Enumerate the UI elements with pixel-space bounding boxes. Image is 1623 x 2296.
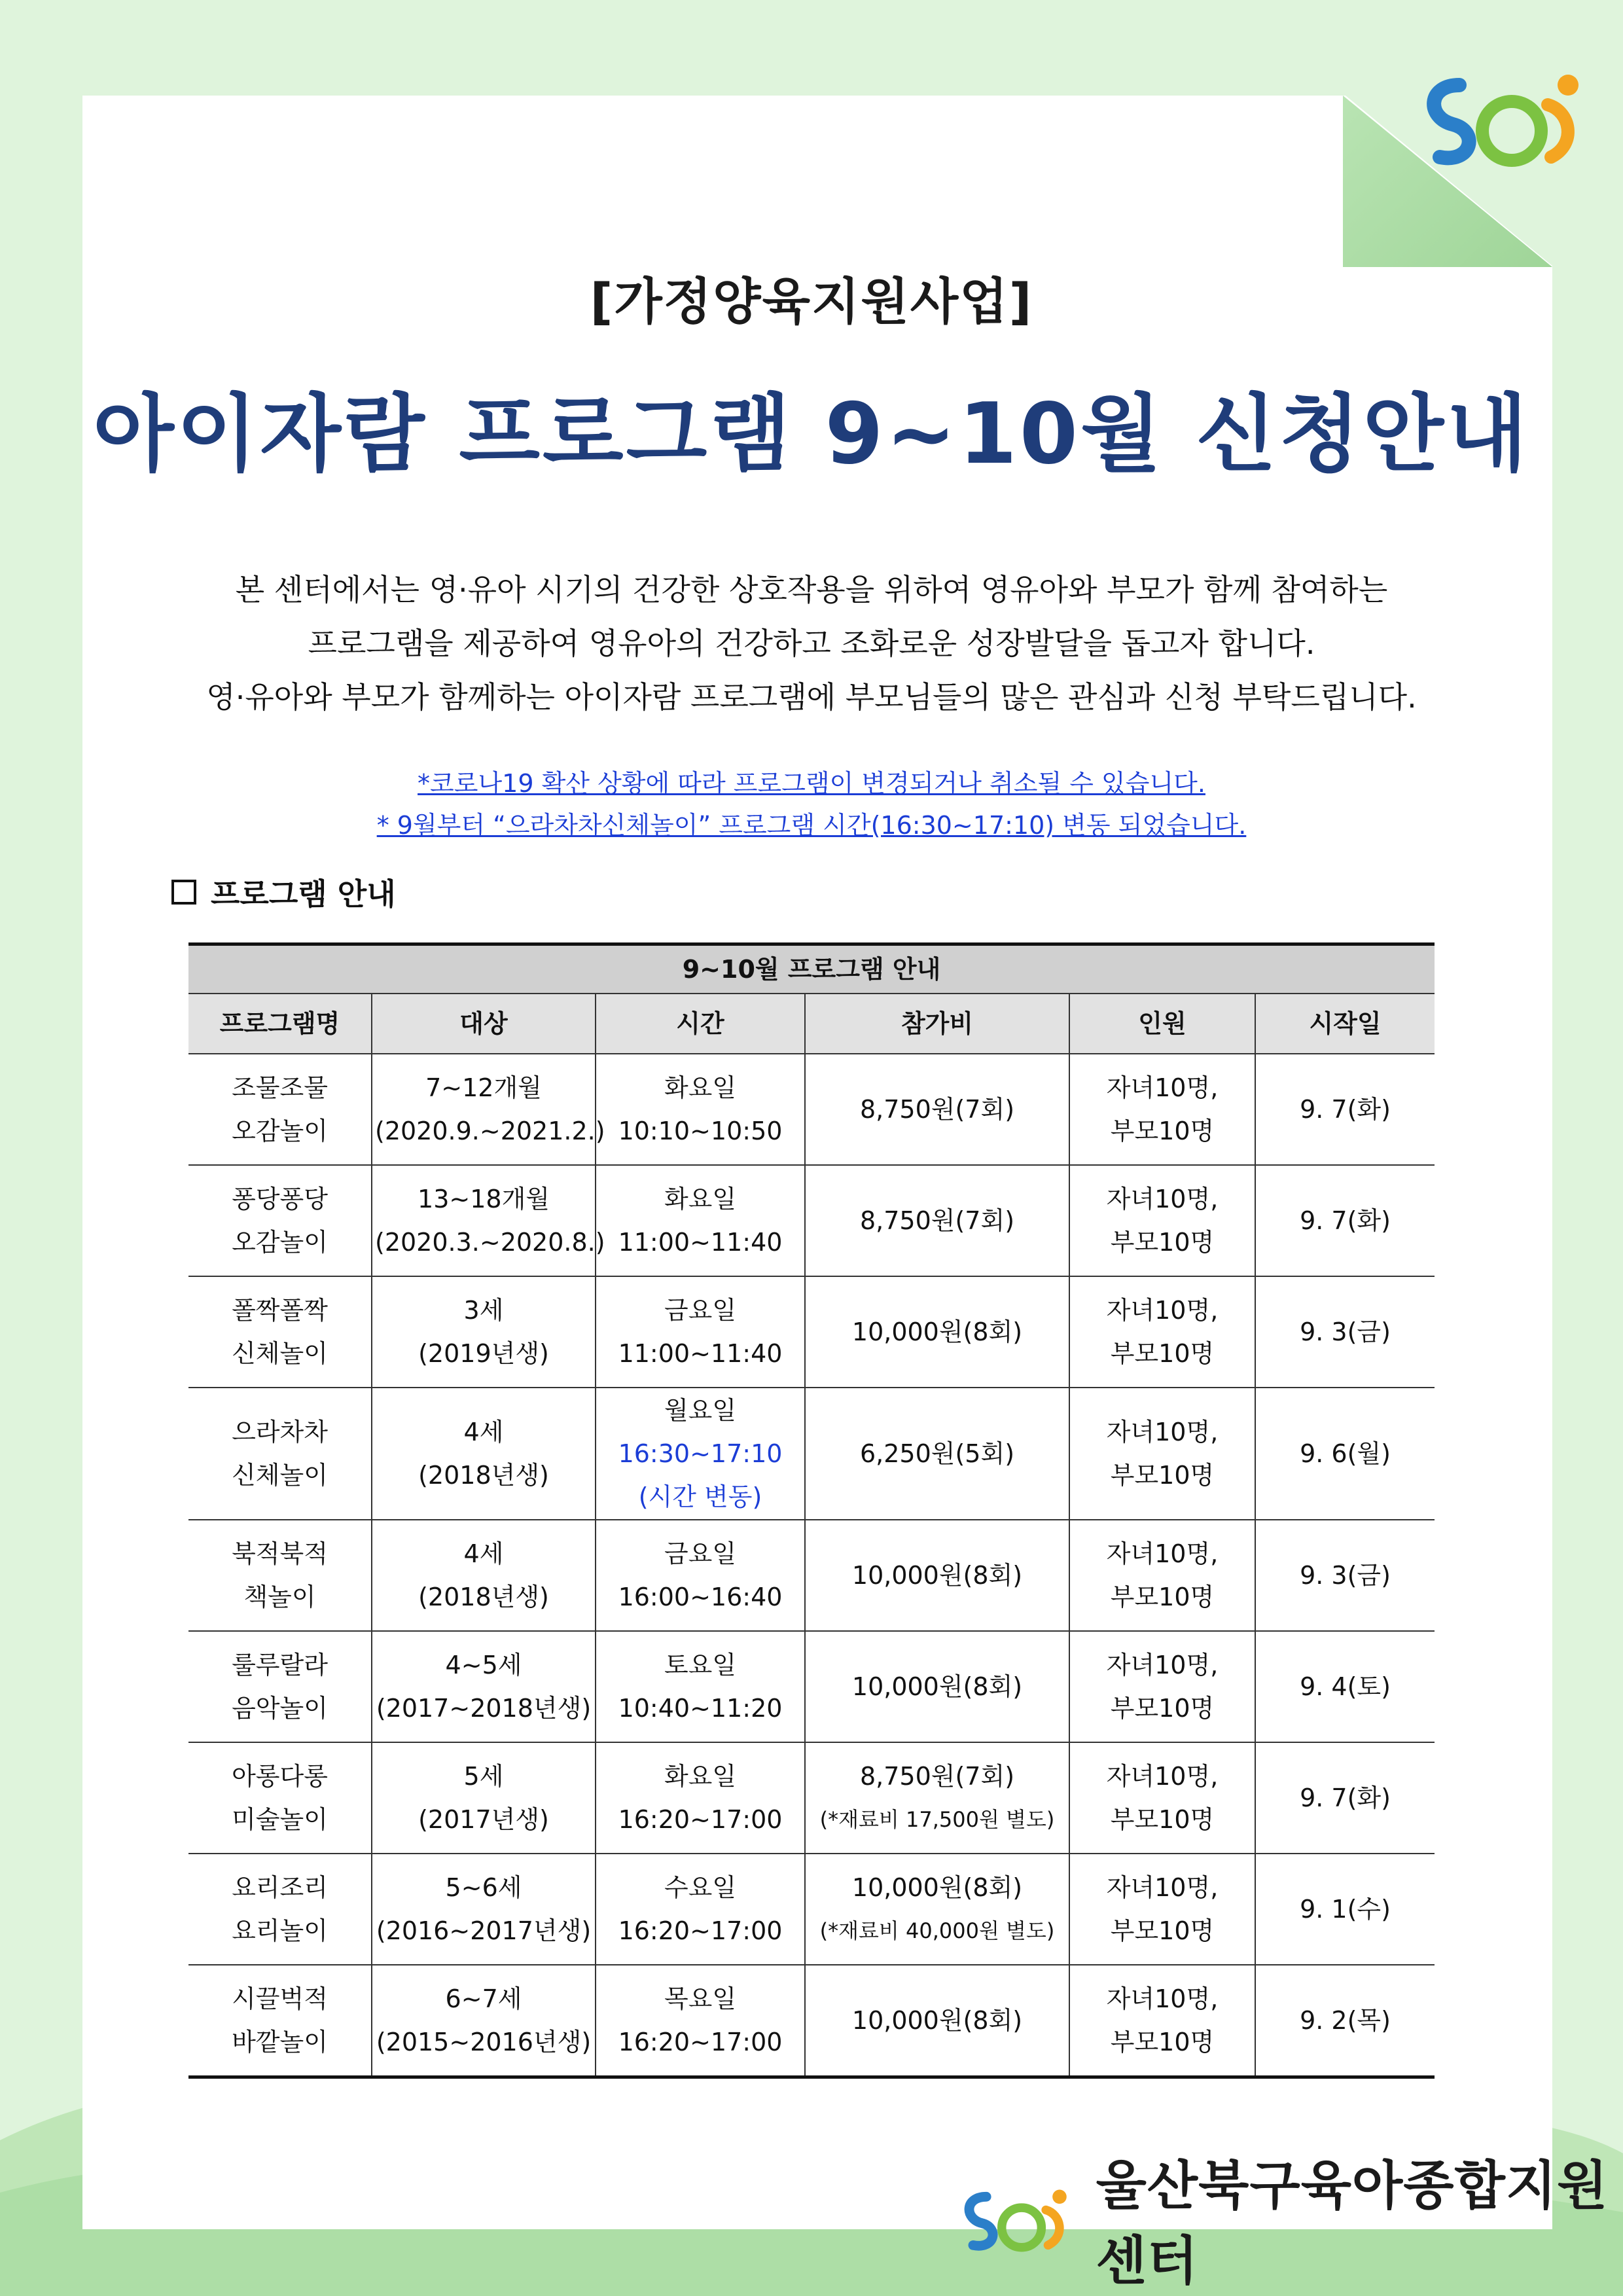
cell-target-line: 3세	[463, 1296, 504, 1325]
cell-target-line: (2019년생)	[418, 1339, 549, 1368]
cell-time-line: 화요일	[664, 1185, 737, 1213]
cell-fee	[805, 1276, 1069, 1388]
cell-time	[596, 1520, 805, 1631]
cell-capacity-line: 부모10명	[1110, 1583, 1215, 1611]
cell-target-line: 7~12개월	[425, 1073, 542, 1102]
cell-start-date: 9. 2(목)	[1255, 1965, 1435, 2077]
cell-time-line: 화요일	[664, 1762, 737, 1791]
cell-program-name-line: 북적북적	[232, 1539, 328, 1568]
cell-time	[596, 1054, 805, 1165]
checkbox-square-icon	[171, 880, 196, 905]
cell-program-name	[188, 1276, 372, 1388]
table-row	[188, 1854, 1435, 1965]
cell-target	[372, 1854, 596, 1965]
cell-target-line: (2018년생)	[418, 1461, 549, 1490]
cell-fee-line: 10,000원(8회)	[851, 1318, 1023, 1346]
cell-time	[596, 1965, 805, 2077]
cell-program-name-line: 오감놀이	[232, 1117, 328, 1145]
cell-capacity-line: 자녀10명,	[1106, 1296, 1219, 1325]
table-caption: 9~10월 프로그램 안내	[188, 944, 1435, 994]
cell-capacity	[1069, 1165, 1255, 1276]
cell-time-line: 수요일	[664, 1873, 737, 1902]
cell-time-line: 목요일	[664, 1984, 737, 2013]
notice-line: * 9월부터 “으라차차신체놀이” 프로그램 시간(16:30~17:10) 변동 되었습니다.	[376, 811, 1247, 840]
cell-target-line: 6~7세	[445, 1984, 522, 2013]
cell-target-line: 4~5세	[445, 1651, 522, 1679]
cell-fee	[805, 1631, 1069, 1742]
center-logo-icon	[1414, 59, 1597, 177]
cell-program-name	[188, 1520, 372, 1631]
table-header-row	[188, 994, 1435, 1054]
cell-target	[372, 1631, 596, 1742]
cell-target	[372, 1742, 596, 1854]
cell-capacity-line: 부모10명	[1110, 1339, 1215, 1368]
cell-program-name-line: 아롱다롱	[232, 1762, 328, 1791]
cell-capacity	[1069, 1388, 1255, 1520]
cell-program-name-line: 룰루랄라	[232, 1651, 328, 1679]
cell-start-date: 9. 6(월)	[1255, 1388, 1435, 1520]
cell-target-line: (2016~2017년생)	[376, 1916, 592, 1945]
cell-capacity-line: 자녀10명,	[1106, 1418, 1219, 1446]
header-fee: 참가비	[805, 994, 1069, 1054]
cell-target-line: 5~6세	[445, 1873, 522, 1902]
cell-start-date: 9. 1(수)	[1255, 1854, 1435, 1965]
cell-fee	[805, 1054, 1069, 1165]
cell-program-name-line: 오감놀이	[232, 1228, 328, 1257]
cell-program-name-line: 미술놀이	[232, 1805, 328, 1834]
cell-time-line: 금요일	[664, 1296, 737, 1325]
cell-capacity	[1069, 1631, 1255, 1742]
organization-name: 울산북구육아종합지원센터	[1096, 2155, 1609, 2291]
cell-program-name-line: 폴짝폴짝	[232, 1296, 328, 1325]
cell-time-line: 16:30~17:10	[618, 1439, 783, 1468]
cell-capacity-line: 부모10명	[1110, 1805, 1215, 1834]
cell-program-name-line: 바깥놀이	[232, 2028, 328, 2056]
header-time: 시간	[596, 994, 805, 1054]
cell-target-line: 4세	[463, 1418, 504, 1446]
cell-capacity-line: 부모10명	[1110, 1228, 1215, 1257]
cell-capacity	[1069, 1965, 1255, 2077]
cell-program-name-line: 음악놀이	[232, 1694, 328, 1723]
program-category-heading: [가정양육지원사업]	[590, 272, 1033, 331]
table-row	[188, 1520, 1435, 1631]
header-start-date: 시작일	[1255, 994, 1435, 1054]
table-row	[188, 1165, 1435, 1276]
cell-program-name	[188, 1165, 372, 1276]
header-capacity: 인원	[1069, 994, 1255, 1054]
cell-time	[596, 1742, 805, 1854]
cell-fee-line: 10,000원(8회)	[851, 1873, 1023, 1902]
intro-line: 영·유아와 부모가 함께하는 아이자람 프로그램에 부모님들의 많은 관심과 신청 부탁드립니다.	[206, 679, 1417, 715]
cell-capacity-line: 자녀10명,	[1106, 1073, 1219, 1102]
cell-capacity-line: 부모10명	[1110, 2028, 1215, 2056]
cell-capacity	[1069, 1854, 1255, 1965]
cell-fee	[805, 1854, 1069, 1965]
cell-time-line: 16:20~17:00	[618, 1805, 783, 1834]
cell-start-date: 9. 4(토)	[1255, 1631, 1435, 1742]
cell-fee	[805, 1520, 1069, 1631]
cell-capacity-line: 자녀10명,	[1106, 1762, 1219, 1791]
header-target: 대상	[372, 994, 596, 1054]
section-title	[171, 870, 396, 914]
cell-time	[596, 1165, 805, 1276]
center-logo-icon	[955, 2170, 1079, 2268]
cell-time-line: 화요일	[664, 1073, 737, 1102]
cell-target	[372, 1388, 596, 1520]
cell-capacity-line: 자녀10명,	[1106, 1984, 1219, 2013]
cell-time-line: 월요일	[664, 1396, 737, 1425]
cell-capacity-line: 자녀10명,	[1106, 1185, 1219, 1213]
cell-start-date: 9. 3(금)	[1255, 1520, 1435, 1631]
cell-capacity-line: 부모10명	[1110, 1916, 1215, 1945]
cell-program-name-line: 요리놀이	[232, 1916, 328, 1945]
cell-fee	[805, 1388, 1069, 1520]
cell-start-date: 9. 7(화)	[1255, 1165, 1435, 1276]
cell-time-line: (시간 변동)	[638, 1482, 762, 1511]
cell-target	[372, 1520, 596, 1631]
cell-target-line: (2017년생)	[418, 1805, 549, 1834]
table-row	[188, 1965, 1435, 2077]
cell-time-line: 16:00~16:40	[618, 1583, 783, 1611]
cell-program-name-line: 책놀이	[243, 1583, 316, 1611]
cell-program-name-line: 으라차차	[232, 1418, 328, 1446]
cell-program-name	[188, 1631, 372, 1742]
cell-time-line: 16:20~17:00	[618, 2028, 783, 2056]
cell-program-name-line: 시끌벅적	[232, 1984, 328, 2013]
cell-time	[596, 1276, 805, 1388]
cell-capacity-line: 부모10명	[1110, 1694, 1215, 1723]
intro-line: 본 센터에서는 영·유아 시기의 건강한 상호작용을 위하여 영유아와 부모가 함께 참여하는	[235, 572, 1388, 607]
cell-start-date: 9. 3(금)	[1255, 1276, 1435, 1388]
table-row	[188, 1388, 1435, 1520]
cell-target	[372, 1054, 605, 1165]
cell-time-line: 16:20~17:00	[618, 1916, 783, 1945]
cell-time-line: 토요일	[664, 1651, 737, 1679]
cell-time	[596, 1854, 805, 1965]
cell-target	[372, 1165, 605, 1276]
cell-capacity	[1069, 1054, 1255, 1165]
cell-program-name	[188, 1742, 372, 1854]
cell-start-date: 9. 7(화)	[1255, 1054, 1435, 1165]
cell-fee	[805, 1742, 1069, 1854]
cell-fee-line: 10,000원(8회)	[851, 1561, 1023, 1590]
cell-fee-line: 6,250원(5회)	[859, 1439, 1015, 1468]
cell-program-name-line: 퐁당퐁당	[232, 1185, 328, 1213]
cell-target	[372, 1276, 596, 1388]
cell-program-name-line: 조물조물	[232, 1073, 328, 1102]
table-row	[188, 1631, 1435, 1742]
cell-fee-line: 8,750원(7회)	[859, 1206, 1015, 1235]
cell-program-name	[188, 1388, 372, 1520]
cell-target-line: (2015~2016년생)	[376, 2028, 592, 2056]
cell-capacity-line: 부모10명	[1110, 1461, 1215, 1490]
cell-target-line: (2020.9.~2021.2.)	[375, 1117, 605, 1145]
cell-time-line: 10:40~11:20	[618, 1694, 783, 1723]
cell-fee-line: 8,750원(7회)	[859, 1762, 1015, 1791]
cell-time-line: 11:00~11:40	[618, 1339, 783, 1368]
cell-capacity-line: 자녀10명,	[1106, 1873, 1219, 1902]
cell-capacity-line: 부모10명	[1110, 1117, 1215, 1145]
cell-program-name-line: 신체놀이	[232, 1461, 328, 1490]
table-row	[188, 1742, 1435, 1854]
cell-target-line: 5세	[463, 1762, 504, 1791]
intro-text	[157, 563, 1466, 724]
cell-program-name	[188, 1965, 372, 2077]
cell-capacity-line: 자녀10명,	[1106, 1651, 1219, 1679]
table-row	[188, 1276, 1435, 1388]
cell-program-name	[188, 1054, 372, 1165]
cell-fee-line: 8,750원(7회)	[859, 1095, 1015, 1124]
cell-capacity	[1069, 1742, 1255, 1854]
cell-time	[596, 1388, 805, 1520]
cell-time-line: 11:00~11:40	[618, 1228, 783, 1257]
cell-target-line: 4세	[463, 1539, 504, 1568]
cell-target-line: (2020.3.~2020.8.)	[375, 1228, 605, 1257]
notice-line: *코로나19 확산 상황에 따라 프로그램이 변경되거나 취소될 수 있습니다.	[418, 769, 1205, 798]
cell-program-name-line: 신체놀이	[232, 1339, 328, 1368]
cell-target-line: (2018년생)	[418, 1583, 549, 1611]
cell-capacity	[1069, 1276, 1255, 1388]
cell-capacity	[1069, 1520, 1255, 1631]
cell-fee	[805, 1165, 1069, 1276]
cell-target	[372, 1965, 596, 2077]
intro-line: 프로그램을 제공하여 영유아의 건강하고 조화로운 성장발달을 돕고자 합니다.	[308, 626, 1315, 661]
cell-target-line: (2017~2018년생)	[376, 1694, 592, 1723]
cell-fee-line: (*재료비 40,000원 별도)	[819, 1918, 1055, 1943]
cell-time-line: 10:10~10:50	[618, 1117, 783, 1145]
cell-time-line: 금요일	[664, 1539, 737, 1568]
cell-time	[596, 1631, 805, 1742]
cell-target-line: 13~18개월	[418, 1185, 550, 1213]
cell-program-name-line: 요리조리	[232, 1873, 328, 1902]
header-program-name: 프로그램명	[188, 994, 372, 1054]
cell-program-name	[188, 1854, 372, 1965]
page-title: 아이자람 프로그램 9~10월 신청안내	[93, 386, 1530, 483]
table-row	[188, 1054, 1435, 1165]
cell-start-date: 9. 7(화)	[1255, 1742, 1435, 1854]
program-table	[188, 942, 1435, 2079]
cell-fee	[805, 1965, 1069, 2077]
cell-fee-line: (*재료비 17,500원 별도)	[819, 1807, 1055, 1832]
notice-text	[157, 762, 1466, 846]
cell-fee-line: 10,000원(8회)	[851, 1672, 1023, 1701]
cell-fee-line: 10,000원(8회)	[851, 2006, 1023, 2035]
footer-brand	[955, 2155, 1623, 2291]
section-title-label: 프로그램 안내	[211, 876, 396, 912]
cell-capacity-line: 자녀10명,	[1106, 1539, 1219, 1568]
